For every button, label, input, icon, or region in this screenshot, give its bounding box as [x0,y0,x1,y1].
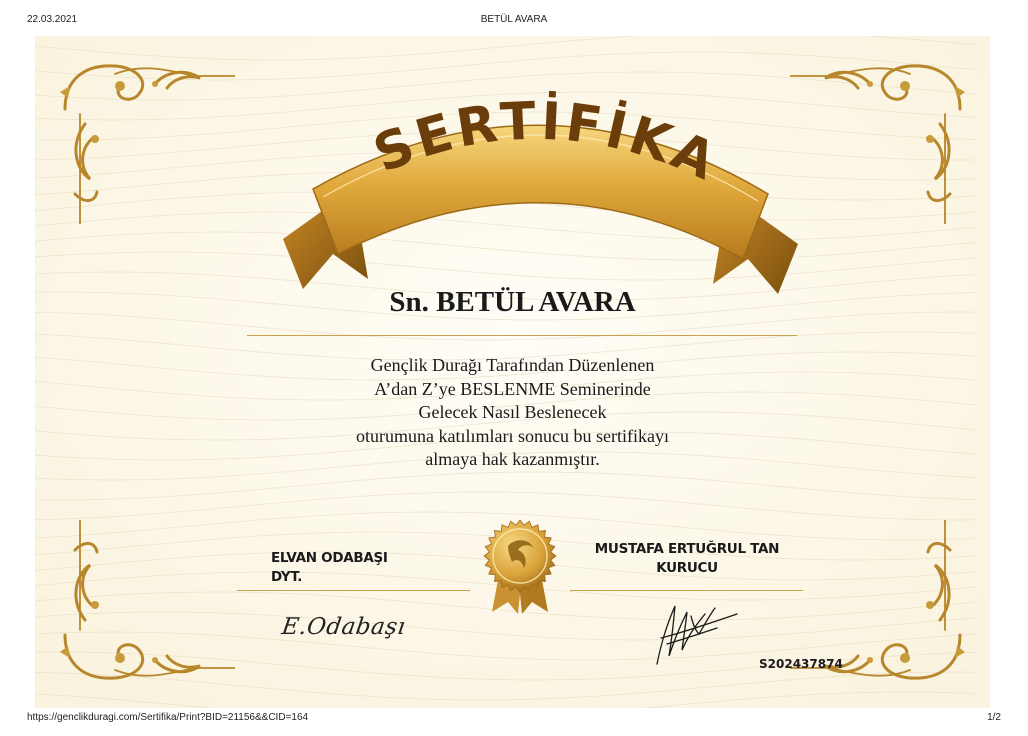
certificate [35,36,990,708]
body-line: Gençlik Durağı Tarafından Düzenlenen [370,355,655,375]
right-signature-line [570,590,803,591]
gold-seal-icon [478,514,562,614]
right-signatory [587,540,787,578]
print-date: 22.03.2021 [27,14,78,25]
serial-number: S202437874 [759,657,843,671]
certificate-body [35,354,990,472]
print-footer [27,712,1001,726]
sertifika-ribbon-banner [273,79,808,309]
body-line: Gelecek Nasıl Beslenecek [418,402,607,422]
left-signature-line [237,590,470,591]
body-line: A’dan Z’ye BESLENME Seminerinde [374,378,651,399]
right-signature [647,594,747,672]
corner-ornament-top-left [55,54,235,224]
left-signatory [271,549,388,587]
body-line: oturumuna katılımları sonucu bu sertifikayı [356,425,669,446]
print-page-number: 1/2 [987,712,1001,723]
print-title: BETÜL AVARA [480,14,548,25]
left-signature: E.Odabaşı [280,614,408,640]
right-signatory-name: MUSTAFA ERTUĞRUL TAN [594,541,780,557]
corner-ornament-bottom-left [55,520,235,690]
print-url: https://genclikduragi.com/Sertifika/Print?BID=21156&&CID=164 [27,712,309,723]
right-signatory-title: KURUCU [656,560,718,576]
body-line: almaya hak kazanmıştır. [425,449,600,469]
ribbon-title: SERTİFİKA [365,91,728,194]
print-header [27,14,1001,28]
left-signatory-title: DYT. [271,569,303,585]
left-signatory-name: ELVAN ODABAŞI [271,550,388,566]
recipient-divider [247,335,797,336]
corner-ornament-top-right [790,54,970,224]
recipient-name: Sn. BETÜL AVARA [389,286,636,318]
